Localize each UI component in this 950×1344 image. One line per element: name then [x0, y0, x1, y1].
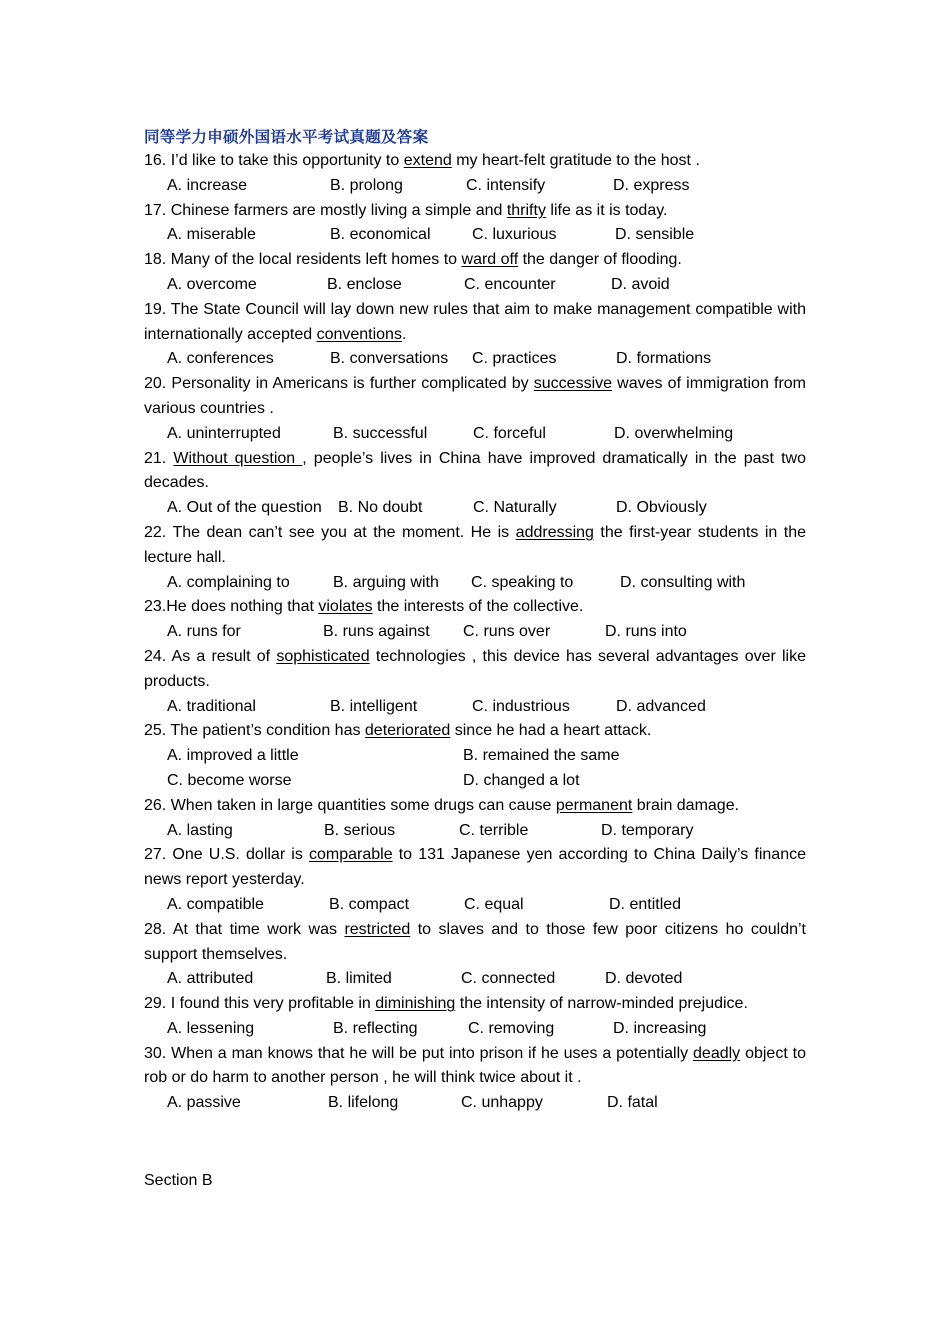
answer-option: D. increasing [613, 1019, 707, 1037]
question-number: 25. [144, 722, 167, 740]
question-text: since he had a heart attack. [450, 722, 652, 740]
question-text: the first-year students in the lecture hall. [144, 523, 807, 566]
document-title: 同等学力申硕外国语水平考试真题及答案 [144, 128, 429, 146]
answer-option: C. forceful [473, 424, 546, 442]
question-text: brain damage. [632, 796, 740, 814]
question-number: 18. [144, 251, 167, 269]
question-stem [144, 372, 806, 422]
answer-options [144, 496, 806, 521]
answer-option: C. industrious [472, 697, 570, 715]
question-text: life as it is today. [545, 201, 668, 219]
answer-options [144, 223, 806, 248]
answer-option: B. runs against [323, 623, 430, 641]
answer-option: A. attributed [167, 970, 254, 988]
answer-option: D. entitled [609, 895, 682, 913]
answer-options [144, 1091, 806, 1116]
answer-option: C. intensify [466, 176, 546, 194]
question-text: , people’s lives in China have improved dramatically in the past two decades. [144, 449, 806, 492]
underlined-keyword: comparable [308, 846, 393, 864]
question-number: 20. [144, 375, 167, 393]
question-text: to 131 Japanese yen according to China Daily’s finance news report yesterday. [144, 846, 806, 889]
question-text: The State Council will lay down new rules that aim to make management compatible with internationally accepted [144, 300, 806, 343]
answer-option: A. Out of the question [167, 499, 322, 517]
answer-options [144, 744, 806, 794]
answer-option: D. avoid [611, 275, 670, 293]
answer-option: A. improved a little [167, 747, 299, 765]
underlined-keyword: extend [403, 152, 452, 169]
answer-option: C. terrible [459, 821, 529, 839]
answer-option: C. removing [468, 1019, 555, 1037]
answer-option: A. passive [167, 1094, 241, 1112]
question-text: Chinese farmers are mostly living a simple and [166, 201, 507, 219]
answer-option: A. compatible [167, 895, 264, 913]
answer-option: B. No doubt [338, 499, 423, 517]
question-stem [144, 149, 806, 174]
answer-option: A. lessening [167, 1019, 255, 1037]
answer-option: B. conversations [330, 350, 449, 368]
underlined-keyword: deadly [693, 1044, 741, 1062]
answer-options [144, 571, 806, 596]
section-heading: Section B [144, 1172, 213, 1189]
answer-options [144, 695, 806, 720]
question-text: I found this very profitable in [166, 995, 376, 1013]
question-stem [144, 843, 806, 893]
underlined-keyword: Without question [173, 449, 303, 467]
question-stem [144, 645, 806, 695]
answer-option: C. become worse [167, 771, 292, 789]
answer-option: D. Obviously [616, 499, 707, 517]
answer-option: B. remained the same [463, 747, 620, 765]
question-text: The patient’s condition has [166, 722, 365, 740]
question-number: 16. [144, 152, 167, 169]
question-text: Many of the local residents left homes to [166, 251, 462, 269]
answer-option: A. increase [167, 176, 248, 194]
question-text: to slaves and to those few poor citizens ho couldn’t support themselves. [144, 920, 806, 963]
question-text: When taken in large quantities some drugs can cause [166, 796, 556, 814]
answer-option: D. advanced [616, 697, 706, 715]
answer-option: C. connected [461, 970, 556, 988]
question-stem [144, 199, 806, 224]
question-text: the interests of the collective. [372, 598, 584, 616]
question-stem [144, 719, 806, 744]
question-number: 17. [144, 201, 167, 219]
answer-option: B. compact [329, 895, 410, 913]
underlined-keyword: ward off [461, 251, 519, 269]
underlined-keyword: permanent [555, 796, 633, 814]
answer-options [144, 620, 806, 645]
question-text: my heart-felt gratitude to the host . [451, 152, 700, 169]
answer-options [144, 347, 806, 372]
question-text: waves of immigration from various countries . [144, 375, 806, 417]
answer-option: B. intelligent [330, 697, 418, 715]
answer-options [144, 1017, 806, 1042]
answer-option: D. express [613, 176, 690, 194]
question-stem [144, 1042, 806, 1092]
question-number: 24. [144, 647, 167, 665]
question-stem [144, 521, 806, 571]
answer-options [144, 967, 806, 992]
answer-option: D. sensible [615, 226, 695, 244]
question-stem [144, 248, 806, 273]
question-number: 27. [144, 846, 167, 864]
answer-option: D. formations [616, 350, 712, 368]
answer-option: C. practices [472, 350, 557, 368]
question-text: As a result of [166, 647, 277, 665]
answer-option: B. lifelong [328, 1094, 399, 1112]
answer-option: D. fatal [607, 1094, 658, 1112]
underlined-keyword: conventions [316, 325, 402, 343]
answer-option: B. successful [333, 424, 428, 442]
answer-option: D. consulting with [620, 573, 746, 591]
document-body [144, 125, 806, 1116]
answer-option: B. prolong [330, 176, 403, 194]
underlined-keyword: restricted [344, 920, 411, 938]
answer-option: B. economical [330, 226, 431, 244]
underlined-keyword: thrifty [506, 201, 546, 219]
answer-option: C. Naturally [473, 499, 557, 517]
question-text: One U.S. dollar is [166, 846, 309, 864]
answer-option: A. runs for [167, 623, 241, 641]
question-text: . [401, 325, 407, 343]
answer-options [144, 422, 806, 447]
answer-option: C. unhappy [461, 1094, 543, 1112]
question-stem [144, 918, 806, 968]
answer-option: C. speaking to [471, 573, 574, 591]
question-text: At that time work was [166, 920, 345, 938]
question-stem [144, 595, 806, 620]
underlined-keyword: sophisticated [276, 647, 370, 665]
answer-option: A. uninterrupted [167, 424, 281, 442]
question-text: object to rob or do harm to another person , he will think twice about it . [144, 1044, 806, 1087]
question-number: 19. [144, 300, 167, 318]
answer-options [144, 273, 806, 298]
question-number: 22. [144, 523, 167, 541]
question-number: 26. [144, 796, 167, 814]
underlined-keyword: violates [318, 598, 373, 616]
underlined-keyword: diminishing [375, 995, 456, 1013]
question-number: 21. [144, 449, 167, 467]
answer-option: D. temporary [601, 821, 694, 839]
answer-option: D. changed a lot [463, 771, 580, 789]
answer-option: C. runs over [463, 623, 551, 641]
answer-option: D. devoted [605, 970, 683, 988]
answer-option: D. runs into [605, 623, 687, 641]
question-number: 28. [144, 920, 167, 938]
question-text: Personality in Americans is further complicated by [166, 375, 534, 393]
question-text: He does nothing that [166, 598, 319, 616]
question-text: the danger of flooding. [518, 251, 682, 269]
answer-options [144, 819, 806, 844]
question-text: The dean can’t see you at the moment. He is [166, 523, 516, 541]
answer-option: B. enclose [327, 275, 402, 293]
question-number: 30. [144, 1044, 167, 1062]
question-text: technologies , this device has several advantages over like products. [144, 647, 806, 690]
underlined-keyword: addressing [515, 523, 594, 541]
answer-option: C. encounter [464, 275, 556, 293]
answer-option: A. traditional [167, 697, 256, 715]
answer-option: A. complaining to [167, 573, 290, 591]
question-number: 29. [144, 995, 167, 1013]
answer-option: B. limited [326, 970, 392, 988]
answer-option: D. overwhelming [614, 424, 734, 442]
question-text: When a man knows that he will be put into prison if he uses a potentially [166, 1044, 694, 1062]
question-list [144, 149, 806, 1116]
answer-option: B. arguing with [333, 573, 439, 591]
answer-option: C. equal [464, 895, 524, 913]
answer-options [144, 893, 806, 918]
question-number: 23. [144, 598, 167, 616]
question-text: the intensity of narrow-minded prejudice. [455, 995, 748, 1013]
question-stem [144, 298, 806, 348]
question-stem [144, 794, 806, 819]
question-text: I’d like to take this opportunity to [166, 152, 404, 169]
answer-option: B. reflecting [333, 1019, 418, 1037]
answer-option: A. conferences [167, 350, 274, 368]
answer-options [144, 174, 806, 199]
answer-option: A. overcome [167, 275, 257, 293]
question-stem [144, 992, 806, 1017]
underlined-keyword: deteriorated [364, 722, 451, 740]
answer-option: C. luxurious [472, 226, 557, 244]
question-stem [144, 447, 806, 497]
answer-option: B. serious [324, 821, 396, 839]
answer-option: A. lasting [167, 821, 233, 839]
answer-option: A. miserable [167, 226, 256, 244]
underlined-keyword: successive [533, 375, 613, 393]
